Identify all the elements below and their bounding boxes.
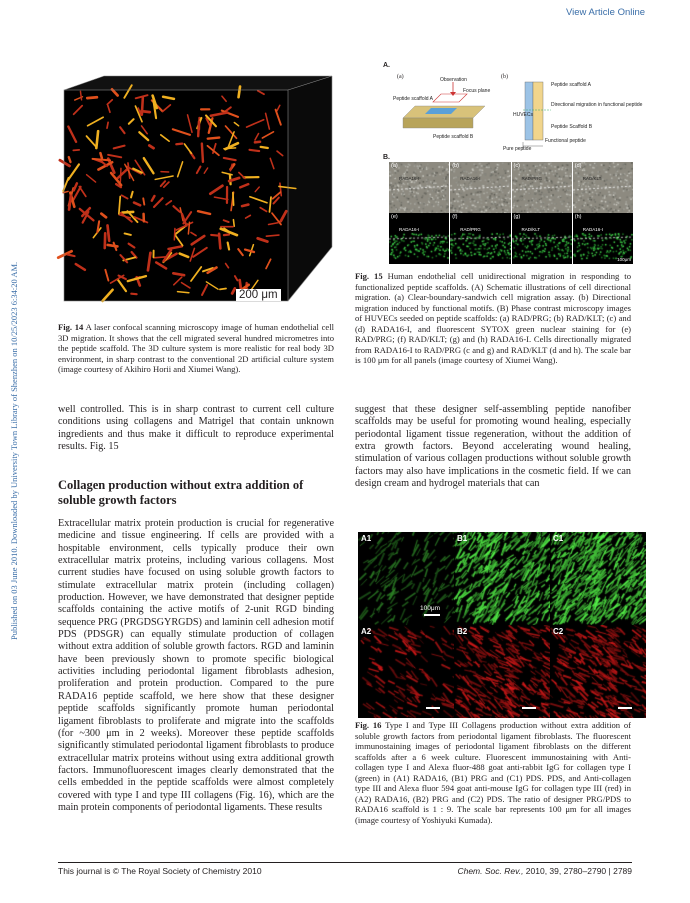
fig15-micrograph-panel xyxy=(389,213,449,264)
sidebar-published-note-wrap xyxy=(2,130,19,640)
footer-citation xyxy=(457,866,632,876)
fig15-micrograph-label: (f) xyxy=(452,214,458,220)
schem-label-0: Observation xyxy=(440,77,467,83)
fig14-cell xyxy=(242,205,248,207)
fig14-cell xyxy=(233,193,234,206)
left-paragraph-1: well controlled. This is in sharp contrast to current cell culture conditions using collagens and Matrigel that contain unknown ingredients and thus make it difficult to reproduce experimental results. Fig. 15 xyxy=(58,404,334,453)
fig16-label-b2: B2 xyxy=(457,627,468,636)
fig16-label-a1: A1 xyxy=(361,534,372,543)
fig15-micrograph-panel xyxy=(512,213,572,264)
fig15-micrograph-label: (b) xyxy=(452,163,459,169)
fig14-cell xyxy=(219,234,220,249)
fig15-micrograph-panel xyxy=(512,162,572,213)
fig15-micrograph-label: (e) xyxy=(391,214,398,220)
fig15-micrograph-inner-label: RAD/KLT xyxy=(582,176,602,181)
fig16-label-b1: B1 xyxy=(457,534,468,543)
fig15-micrograph-inner-label: RAD/KLT xyxy=(521,227,541,232)
schem-label-3: Peptide scaffold B xyxy=(433,134,474,140)
fig14-cell xyxy=(107,122,108,128)
fig14-cell xyxy=(108,226,110,241)
fig14-cell xyxy=(239,87,240,98)
fig16-caption-label: Fig. 16 xyxy=(355,720,382,730)
footer-pages: 2010, 39, 2780–2790 | 2789 xyxy=(523,866,632,876)
fig14-cell xyxy=(96,131,98,148)
fig15-micrograph-inner-label: RADA16-I xyxy=(460,176,481,181)
view-article-online-link[interactable]: View Article Online xyxy=(566,7,646,18)
fig16-scalebar-b2 xyxy=(522,707,536,709)
fig16-caption xyxy=(355,720,631,825)
section-heading: Collagen production without extra addition of soluble growth factors xyxy=(58,478,304,507)
fig15-micrograph-panel xyxy=(450,162,510,213)
fig14-cell xyxy=(69,157,71,162)
fig14-cell xyxy=(255,142,260,143)
schem-label-9: Pure peptide xyxy=(503,146,532,152)
fig15-micrograph-panel xyxy=(389,162,449,213)
fig15-micrograph-panel xyxy=(450,213,510,264)
fig15-micrographs xyxy=(389,162,633,264)
fig14-cell xyxy=(224,234,229,235)
fig15-caption-text: Human endothelial cell unidirectional migration in responding to functionalized peptide scaffolds. (A) Schematic illustrations of cell directional migration. (a) Clear-boundary-sandwich cell migration assay. (b) Directional migration induced by functional motifs. (B) Phase contrast microscopy images of HUVECs seeded on peptide scaffolds: (a) RAD/PRG; (b) RAD/KLT; (c) and (d) RADA16-I, and fluorescent SYTOX green nuclear staining for (e) RAD/PRG; (f) RAD/KLT; (g) and (h) RADA16-I. Cells directionally migrated from RADA16-I to RAD/PRG (c and g) and RAD/KLT (d and h). The scale bar is 100 μm for all panels (image courtesy of Xiumei Wang). xyxy=(355,271,631,365)
schem-label-7: Peptide Scaffold B xyxy=(551,124,593,130)
fig16-panel-a2 xyxy=(358,625,454,718)
fig14-cell xyxy=(174,229,175,240)
fig14-cell xyxy=(69,196,71,210)
fig14-caption-label: Fig. 14 xyxy=(58,322,84,332)
fig14-cell xyxy=(224,148,236,149)
fig16-scale-label: 100μm xyxy=(420,605,441,612)
fig15-caption xyxy=(355,271,631,366)
fig15-sub-b: (b) xyxy=(501,74,508,80)
footer-copyright: This journal is © The Royal Society of Chemistry 2010 xyxy=(58,866,262,876)
fig16-figure xyxy=(358,532,646,718)
fig15-micrograph-inner-label: RAD/PRG xyxy=(521,176,543,181)
footer-journal: Chem. Soc. Rev., xyxy=(457,866,524,876)
schem-label-1: Peptide scaffold A xyxy=(393,96,433,102)
fig16-label-a2: A2 xyxy=(361,627,372,636)
fig16-scalebar xyxy=(424,614,440,616)
fig15-scale-label: 100μm xyxy=(617,257,631,262)
fig14-cell xyxy=(261,147,268,148)
schem-label-5: Directional migration in functional peptide xyxy=(551,102,643,108)
fig15-micrograph-inner-label: RAD/PRG xyxy=(460,227,481,232)
right-paragraph-1: suggest that these designer self-assembling peptide nanofiber scaffolds may be useful for promoting wound healing, especially periodontal ligament tissue regeneration, without the addition of extra growth factors. Beyond accelerating wound healing, stimulation of various collagen productions without soluble growth factors may also have implications in the cosmetic field. If we can design cream and hydrogel materials that can xyxy=(355,404,631,490)
schem-label-2: Focus plane xyxy=(463,88,491,94)
fig14-cell xyxy=(108,245,118,247)
fig15-micrograph-inner-label: RADA16-I xyxy=(399,176,420,181)
fig14-cell xyxy=(100,153,101,158)
fig14-cell xyxy=(143,198,144,204)
schem-label-4: Peptide scaffold A xyxy=(551,82,591,88)
fig15-figure xyxy=(353,62,643,267)
fig15-label-b: B. xyxy=(383,154,390,161)
fig16-panel-c2 xyxy=(550,625,646,718)
fig15-sub-a: (a) xyxy=(397,74,404,80)
left-paragraph-2: Extracellular matrix protein production is crucial for regenerative medicine and tissue engineering. If cells are provided with a hospitable environment, cells typically produce their own extracellular matrix proteins, including various collagens. Most current studies have focused on using soluble growth factors to stimulate extracellular matrix protein (including collagen) production. However, we have demonstrated that designer peptide scaffolds containing the active motifs of 2-unit RGD binding sequence PRG (PRGDSGYRGDS) and laminin cell adhesion motif PDS (PDSGR) can equally stimulate production of collagen without extra addition of soluble growth factors. RGD and laminin have been previously shown to promote specific biological activities including periodontal ligament fibroblasts adhesion, proliferation and protein production. Compared to the pure RADA16 peptide scaffold, we here show that these designer peptide scaffolds significantly promote human periodontal ligament fibroblasts to proliferate and migrate into the scaffolds (for ~300 μm in 2 weeks). Moreover these peptide scaffolds significantly stimulated periodontal ligament fibroblasts to produce extracellular matrix proteins without using extra additional growth factors. Immunofluorescent images clearly demonstrated that the cells embedded in the peptide scaffolds were almost completely covered with type I and type III collagens (Fig. 16), which are the main protein components of periodontal ligaments. These results xyxy=(58,518,334,813)
schem-label-6: HUVECs xyxy=(513,112,534,118)
fig14-cell xyxy=(240,280,241,289)
fig16-scalebar-c2 xyxy=(618,707,632,709)
fig16-scalebar-a2 xyxy=(426,707,440,709)
fig14-cell xyxy=(249,150,259,151)
fig14-cell xyxy=(266,235,279,236)
fig14-cell xyxy=(208,138,220,139)
footer-rule xyxy=(58,862,632,863)
fig15-micrograph-inner-label: RADA16-I xyxy=(582,227,604,232)
fig14-cell xyxy=(211,235,218,236)
fig15-micrograph-label: (a) xyxy=(391,163,398,169)
fig14-cell xyxy=(176,144,182,145)
fig16-label-c2: C2 xyxy=(553,627,564,636)
fig15-caption-label: Fig. 15 xyxy=(355,271,383,281)
fig15-micrograph-label: (c) xyxy=(513,163,520,169)
fig16-caption-text: Type I and Type III Collagens production without extra addition of soluble growth factors from periodontal ligament fibroblasts. The fluorescent immunostaining images of periodontal ligament fibroblasts on the different scaffolds after a 6 week culture. Fluorescent immunostaining with Anti-collagen type I and Alexa fluor-488 goat anti-rabbit IgG for collagen type I (green) in (A1) RADA16, (B1) PRG and (C1) PDS. PDS, and Anti-collagen type III and Alexa fluor 594 goat anti-mouse IgG for collagen type III (red) in (A2) RADA16, (B2) PRG and (C2) PDS. The ratio of designer PRG/PDS to RADA16 scaffold is 1 : 9. The scale bar represents 100 μm for all images (image courtesy of Yoshiyuki Kumada). xyxy=(355,720,631,825)
fig15-micrograph-inner-label: RADA16-I xyxy=(399,227,420,232)
fig16-panel-b1 xyxy=(454,532,550,625)
fig14-cell xyxy=(125,233,131,234)
fig14-cell xyxy=(228,243,229,250)
fig14-cell xyxy=(188,222,189,234)
fig15-schematic xyxy=(393,76,643,152)
fig14-image xyxy=(58,72,333,314)
fig14-cell xyxy=(233,220,234,226)
fig16-label-c1: C1 xyxy=(553,534,564,543)
fig14-caption-text: A laser confocal scanning microscopy image of human endothelial cell 3D migration. It shows that the cell migrated several hundred micrometres into the peptide scaffold. The 3D culture system is more realistic for real body 3D environment, in sharp contrast to the conventional 2D artificial culture system (image courtesy of Akihiro Horii and Xiumei Wang). xyxy=(58,322,334,374)
fig14-cell xyxy=(142,98,143,115)
fig15-micrograph-label: (g) xyxy=(513,214,521,220)
fig14-cell xyxy=(173,273,184,275)
fig14-scale-label: 200 μm xyxy=(236,289,281,301)
fig15-micrograph-panel xyxy=(573,162,633,213)
fig15-label-a: A. xyxy=(383,62,390,69)
published-note: Published on 03 June 2010. Downloaded by University Town Library of Shenzhen on 10/25/2023 6:34:20 AM. xyxy=(9,261,19,640)
fig16-panel-c1 xyxy=(550,532,646,625)
fig14-cell xyxy=(68,255,75,257)
fig14-cell xyxy=(198,122,199,137)
fig16-panel-a1 xyxy=(358,532,454,625)
fig15-micrograph-label: (h) xyxy=(574,214,582,220)
fig15-micrograph-panel xyxy=(573,213,633,264)
schem-label-8: Functional peptide xyxy=(545,138,586,144)
fig16-panel-b2 xyxy=(454,625,550,718)
fig15-micrograph-label: (d) xyxy=(574,163,582,169)
fig14-cell xyxy=(122,212,133,213)
fig14-cell xyxy=(220,289,226,290)
fig14-cell xyxy=(87,97,97,98)
fig14-cell xyxy=(202,144,203,162)
fig14-caption xyxy=(58,322,334,375)
